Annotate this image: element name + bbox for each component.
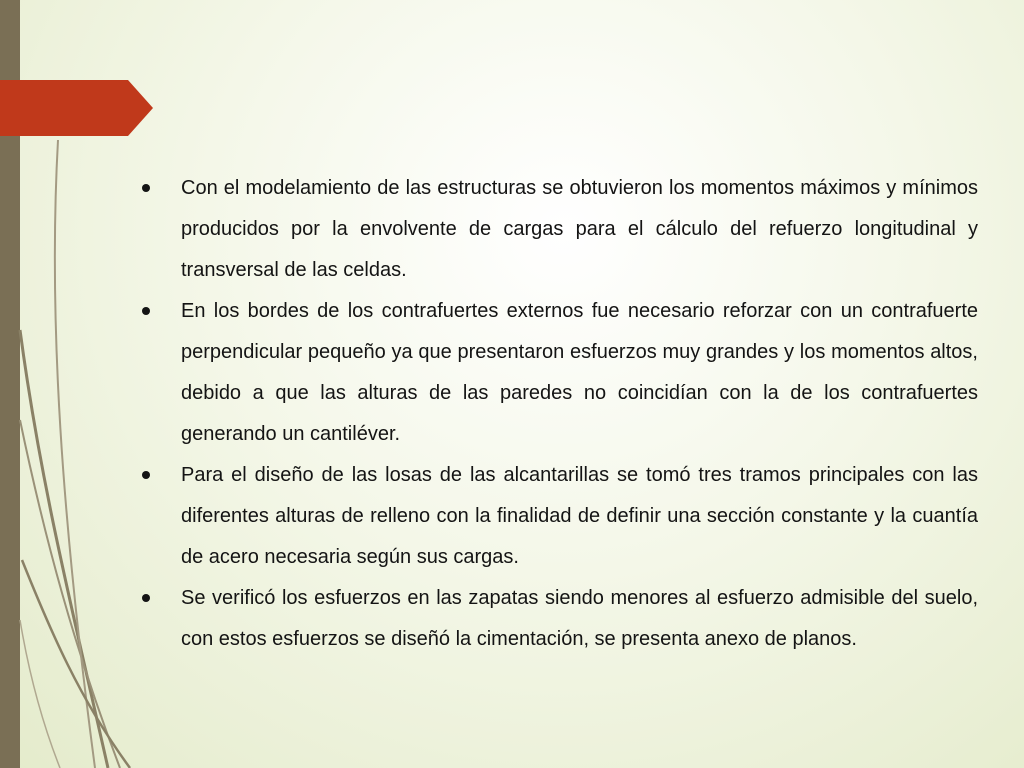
slide-content [140, 168, 978, 660]
bullet-dot-icon [142, 184, 150, 192]
bullet-item [140, 455, 978, 578]
bullet-text: Para el diseño de las losas de las alcantarillas se tomó tres tramos principales con las diferentes alturas de relleno con la finalidad de definir una sección constante y la cuantía de acero necesaria según sus cargas. [181, 464, 978, 568]
bullet-dot-icon [142, 471, 150, 479]
bullet-dot-icon [142, 307, 150, 315]
bullet-text: Se verificó los esfuerzos en las zapatas siendo menores al esfuerzo admisible del suelo, con estos esfuerzos se diseñó la cimentación, se presenta anexo de planos. [181, 587, 978, 650]
bullet-item [140, 168, 978, 291]
bullet-text: En los bordes de los contrafuertes externos fue necesario reforzar con un contrafuerte perpendicular pequeño ya que presentaron esfuerzos muy grandes y los momentos altos, debido a que las alturas de las paredes no coincidían con la de los contrafuertes generando un cantiléver. [181, 300, 978, 445]
bullet-dot-icon [142, 594, 150, 602]
bullet-list [140, 168, 978, 660]
red-accent-tab [0, 80, 153, 136]
bullet-item [140, 291, 978, 455]
bullet-item [140, 578, 978, 660]
bullet-text: Con el modelamiento de las estructuras se obtuvieron los momentos máximos y mínimos producidos por la envolvente de cargas para el cálculo del refuerzo longitudinal y transversal de las celdas. [181, 177, 978, 281]
